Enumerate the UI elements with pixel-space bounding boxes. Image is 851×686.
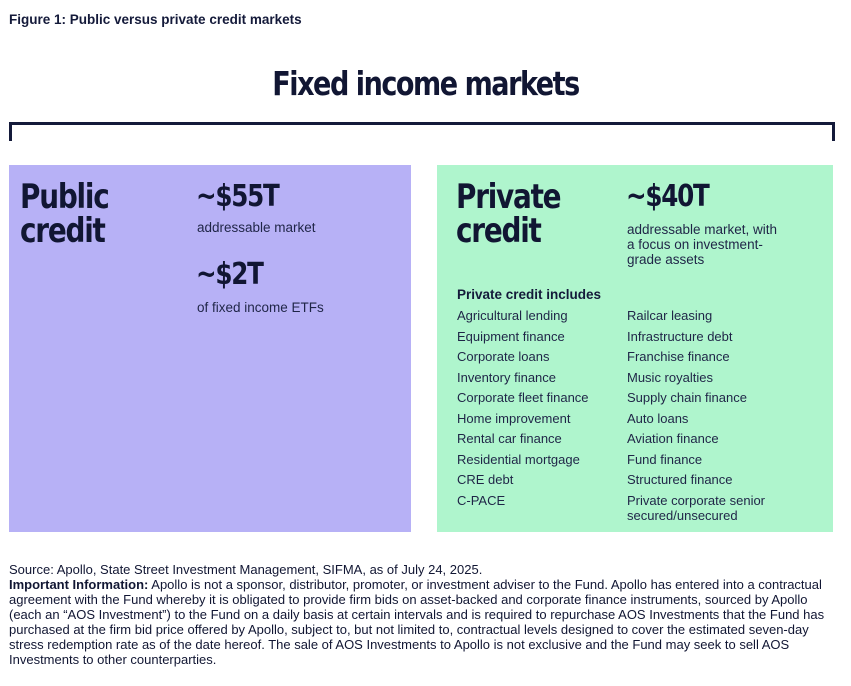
heading-line: Public (20, 177, 109, 217)
footer-notes (9, 562, 837, 667)
important-label: Important Information: (9, 577, 149, 592)
list-item: Rental car finance (457, 431, 562, 446)
label-line: addressable market, with (627, 222, 778, 237)
private-market-size: ~$40T (626, 179, 709, 214)
public-credit-heading (20, 177, 109, 251)
public-market-size: ~$55T (196, 179, 279, 214)
list-item: Railcar leasing (627, 308, 713, 323)
heading-line: credit (20, 211, 105, 251)
list-item: Auto loans (627, 410, 689, 426)
list-item: Supply chain finance (627, 390, 747, 405)
list-item: Agricultural lending (457, 308, 568, 323)
important-text: Apollo is not a sponsor, distributor, promoter, or investment adviser to the Fund. Apollo has entered into a contractual agreement with the Fund whereby it is obligated to provide firm bids on asset-backed and corporate finance instruments, sourced by Apollo (each an “AOS Investment”) to the Fund on a daily basis at certain intervals and is required to repurchase AOS Investments that the Fund has purchased at the firm bid price offered by Apollo, subject to, but not limited to, contractual levels designed to cover the estimated seven-day stress redemption rate as of the date hereof. The sale of AOS Investments to Apollo is not exclusive and the Fund may seek to sell AOS Investments to other counterparties. (9, 577, 825, 667)
list-item: Fund finance (627, 451, 703, 467)
source-note: Source: Apollo, State Street Investment Management, SIFMA, as of July 24, 2025. (9, 562, 483, 577)
list-item: Equipment finance (457, 328, 565, 344)
list-item: CRE debt (457, 472, 514, 487)
public-etf-label: of fixed income ETFs (197, 300, 324, 315)
private-credit-panel (437, 165, 833, 532)
private-credit-list-col1 (457, 308, 622, 513)
list-item: Aviation finance (627, 431, 719, 446)
bracket-divider (9, 122, 835, 141)
list-item: Structured finance (627, 472, 733, 487)
list-item: Private corporate senior secured/unsecured (627, 492, 766, 523)
public-etf-size: ~$2T (196, 257, 263, 292)
list-item: Franchise finance (627, 349, 730, 364)
diagram-title: Fixed income markets (272, 64, 579, 103)
list-item: Residential mortgage (457, 451, 580, 467)
list-item: Infrastructure debt (627, 328, 733, 344)
private-credit-heading (456, 177, 561, 251)
figure-label: Figure 1: Public versus private credit markets (9, 12, 302, 27)
important-information (9, 577, 837, 667)
list-item: Corporate fleet finance (457, 390, 589, 405)
private-market-label (627, 222, 777, 267)
list-item: Corporate loans (457, 349, 550, 364)
private-includes-title: Private credit includes (457, 287, 602, 302)
heading-line: credit (456, 211, 541, 251)
public-market-label: addressable market (197, 220, 316, 235)
heading-line: Private (456, 177, 561, 217)
public-credit-panel (9, 165, 411, 532)
label-line: a focus on investment- (627, 237, 763, 252)
private-credit-list-col2 (627, 308, 792, 523)
label-line: grade assets (627, 252, 705, 267)
list-item: Home improvement (457, 410, 571, 426)
list-item: Inventory finance (457, 369, 557, 385)
list-item: C-PACE (457, 492, 506, 508)
list-item: Music royalties (627, 369, 713, 385)
